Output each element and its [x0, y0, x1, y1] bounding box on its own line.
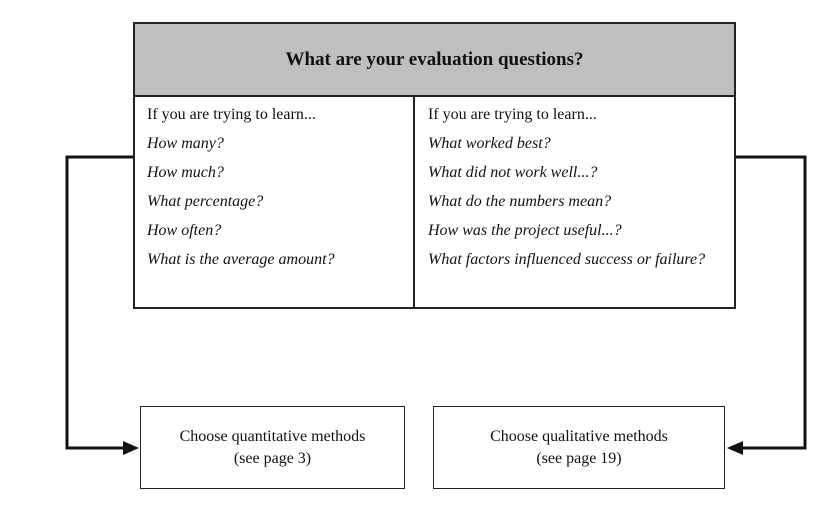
qualitative-questions-column: [415, 97, 734, 307]
quantitative-intro: If you are trying to learn...: [147, 106, 316, 123]
qualitative-question: What factors influenced success or failure?: [428, 251, 706, 268]
qualitative-methods-reference: (see page 19): [536, 449, 622, 467]
qualitative-methods-box: [433, 406, 725, 489]
qualitative-intro: If you are trying to learn...: [428, 106, 597, 123]
right-arrowhead-icon: [727, 441, 743, 455]
quantitative-question: How much?: [147, 164, 224, 181]
evaluation-questions-box: [133, 22, 736, 309]
quantitative-question: What is the average amount?: [147, 251, 335, 268]
left-connector-line: [67, 157, 133, 448]
left-arrowhead-icon: [123, 441, 139, 455]
qualitative-question: What worked best?: [428, 135, 551, 152]
quantitative-methods-title: Choose quantitative methods: [179, 427, 366, 445]
qualitative-methods-title: Choose qualitative methods: [490, 427, 668, 445]
qualitative-question: How was the project useful...?: [428, 222, 622, 239]
quantitative-methods-box: [140, 406, 405, 489]
evaluation-questions-title: What are your evaluation questions?: [135, 24, 734, 97]
quantitative-question: What percentage?: [147, 193, 264, 210]
right-connector-line: [736, 157, 805, 448]
quantitative-methods-reference: (see page 3): [233, 449, 312, 467]
qualitative-question: What did not work well...?: [428, 164, 598, 181]
quantitative-question: How often?: [147, 222, 222, 239]
quantitative-question: How many?: [147, 135, 224, 152]
quantitative-questions-column: [135, 97, 415, 307]
qualitative-question: What do the numbers mean?: [428, 193, 612, 210]
